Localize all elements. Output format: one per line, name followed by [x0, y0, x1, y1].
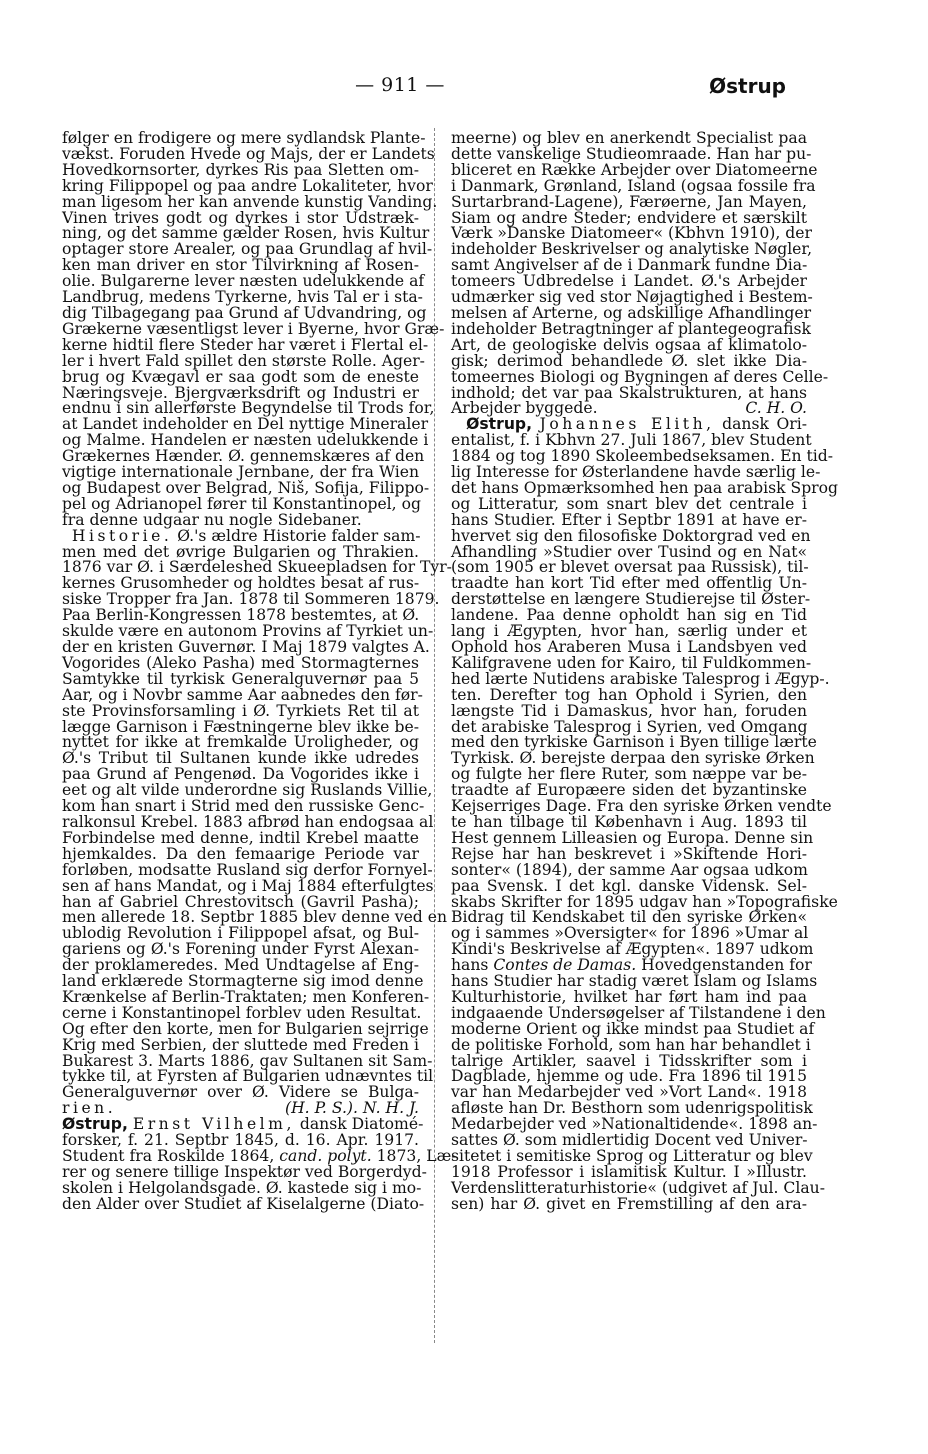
text-line: meerne) og blev en anerkendt Specialist paa: [451, 129, 807, 147]
text-line: Grækernes Hænder. Ø. gennemskæres af den: [62, 447, 425, 466]
text-line: paa Grund af Pengenød. Da Vogorides ikke i: [62, 765, 419, 784]
text-line: Hovedkornsorter, dyrkes Ris paa Sletten om-: [62, 160, 419, 179]
text-line: lang i Ægypten, hvor han, særlig under et: [451, 622, 807, 641]
text-line: tykke til, at Fyrsten af Bulgarien udnævntes til: [62, 1067, 434, 1086]
text-line: Vinen trives godt og dyrkes i stor Udstræk-: [62, 208, 419, 227]
text-line: Ø.'s Tribut til Sultanen kunde ikke udredes: [62, 749, 419, 768]
text-line: Dagblade, hjemme og ude. Fra 1896 til 1915: [451, 1067, 807, 1086]
text-line: og Budapest over Belgrad, Niš, Sofija, Filippo-: [62, 478, 430, 497]
entry-ernst-line3-italic: cand. polyt.: [279, 1147, 372, 1165]
right-column: [451, 129, 838, 1213]
text-line: udmærker sig ved stor Nøjagtighed i Bestem-: [451, 288, 813, 307]
text-line: hed lærte Nutidens arabiske Talesprog i Ægyp-.: [451, 669, 830, 688]
text-line: 1876 var Ø. i Særdeleshed Skueepladsen for Tyr-: [62, 558, 452, 577]
text-line: olie. Bulgarerne lever næsten udelukkende af: [62, 272, 425, 291]
text-line: bliceret en Række Arbejder over Diatomeerne: [451, 160, 818, 179]
text-line: kring Filippopel og paa andre Lokaliteter, hvor: [62, 176, 433, 195]
entry-johannes-name: Johannes Elith,: [539, 415, 715, 434]
entry-ernst-lines: [62, 1162, 427, 1213]
history-last: rien.: [62, 1099, 117, 1118]
text-line: dig Tilbagegang paa Grund af Udvandring, og: [62, 303, 427, 322]
text-line: Og efter den korte, men for Bulgarien sejrrige: [62, 1019, 429, 1038]
history-signature: (H. P. S.). N. H. J.: [285, 1099, 419, 1118]
text-line: te han tilbage til København i Aug. 1893 til: [451, 812, 807, 831]
text-line: Værk »Danske Diatomeer« (Kbhvn 1910), der: [451, 224, 812, 243]
hans-a: hans: [451, 956, 489, 975]
text-line: hans Studier. Efter i Septbr 1891 at have er-: [451, 510, 807, 529]
text-line: skulde være en autonom Provins af Tyrkiet un-: [62, 622, 434, 641]
text-line: ublodig Revolution i Filippopel afsat, og Bul-: [62, 924, 419, 943]
text-line: han af Gabriel Chrestovitsch (Gavril Pasha);: [62, 892, 419, 911]
text-line: Kulturhistorie, hvilket har ført ham ind paa: [451, 987, 807, 1006]
text-line: Kindi's Beskrivelse af Ægypten«. 1897 udkom: [451, 940, 814, 959]
text-line: at Landet indeholder en Del nyttige Mineraler: [62, 415, 429, 434]
text-line: paa Svensk. I det kgl. danske Vidensk. Sel-: [451, 876, 807, 895]
text-line: ler i hvert Fald spillet den største Rolle. Ager-: [62, 351, 425, 370]
text-line: optager store Arealer, og paa Grundlag af hvil-: [62, 240, 433, 259]
text-line: gisk; derimod behandlede Ø. slet ikke Dia-: [451, 351, 807, 370]
text-line: kom han snart i Strid med den russiske Genc-: [62, 797, 425, 816]
text-line: sitetet i semitiske Sprog og Litteratur og blev: [451, 1147, 813, 1165]
text-line: og Malme. Handelen er næsten udelukkende i: [62, 431, 429, 450]
text-line: traadte af Europæere siden det byzantinske: [451, 781, 807, 800]
text-line: med den tyrkiske Garnison i Byen tillige lærte: [451, 733, 817, 752]
text-line: cerne i Konstantinopel forblev uden Resultat.: [62, 1003, 422, 1022]
text-line: Forbindelse med denne, indtil Krebel maatte: [62, 828, 419, 847]
text-line: moderne Orient og ikke mindst paa Studiet af: [451, 1019, 815, 1038]
text-line: 1884 og tog 1890 Skoleembedseksamen. En tid-: [451, 447, 833, 466]
text-line: længste Tid i Damaskus, hvor han, foruden: [451, 701, 807, 720]
text-line: Verdenslitteraturhistorie« (udgivet af Jul. Clau-: [451, 1178, 825, 1197]
text-line: traadte han kort Tid efter med offentlig Un-: [451, 574, 807, 593]
entry-johannes-headword: Østrup,: [466, 415, 533, 434]
text-line: lig Interesse for Østerlandene havde særlig le-: [451, 463, 821, 482]
text-line: hjemkaldes. Da den femaarige Periode var: [62, 844, 419, 863]
left-column: [62, 129, 457, 1213]
text-line: skolen i Helgolandsgade. Ø. kastede sig i mo-: [62, 1178, 422, 1197]
text-line: Art, de geologiske delvis ogsaa af klimatolo-: [451, 335, 807, 354]
entry-ernst-line2: forsker, f. 21. Septbr 1845, d. 16. Apr. 1917.: [62, 1131, 419, 1150]
text-line: men allerede 18. Septbr 1885 blev denne ved en: [62, 908, 448, 927]
text-line: (som 1905 er blevet oversat paa Russisk), til-: [451, 558, 809, 577]
text-line: ken man driver en stor Tilvirkning af Rosen-: [62, 256, 419, 275]
text-line: endnu i sin allerførste Begyndelse til Trods for,: [62, 399, 435, 418]
right-last-a-text: Arbejder byggede.: [451, 399, 598, 418]
text-line: vigtige internationale Jernbane, der fra Wien: [62, 463, 419, 482]
text-line: sonter« (1894), der samme Aar ogsaa udkom: [451, 860, 808, 879]
history-first-rest: Ø.'s ældre Historie falder sam-: [177, 526, 421, 545]
right-continuation-lines: [451, 129, 829, 402]
text-line: Siam og andre Steder; endvidere et særskilt: [451, 208, 807, 227]
text-line: det hans Opmærksomhed hen paa arabisk Sprog: [451, 478, 838, 497]
text-line: sattes Ø. som midlertidig Docent ved Univer-: [451, 1131, 808, 1150]
text-line: man ligesom her kan anvende kunstig Vanding.: [62, 192, 438, 211]
text-line: rer og senere tillige Inspektør ved Borgerdyd-: [62, 1162, 427, 1181]
text-line: ning, og det samme gælder Rosen, hvis Kultur: [62, 224, 430, 243]
right-signature-a: C. H. O.: [745, 399, 807, 418]
text-line: entalist, f. i Kbhvn 27. Juli 1867, blev Student: [451, 431, 812, 450]
entry-johannes-lines: [451, 431, 838, 959]
text-line: tomeernes Biologi og Bygningen af deres Celle-: [451, 367, 829, 386]
text-line: derstøttelse en længere Studierejse til Øster-: [451, 590, 811, 609]
text-line: Vogorides (Aleko Pasha) med Stormagternes: [62, 653, 419, 672]
text-line: var han Medarbejder ved »Vort Land«. 1918: [451, 1083, 807, 1102]
history-label: Historie.: [71, 526, 173, 545]
text-line: det arabiske Talesprog i Syrien, ved Omgang: [451, 717, 808, 736]
entry-ernst-name: Ernst Vilhelm,: [132, 1115, 295, 1134]
text-line: Afhandling »Studier over Tusind og en Nat«: [451, 542, 807, 561]
entry-ernst-line3-b: 1873, Læ-: [376, 1147, 457, 1165]
text-line: Ophold hos Araberen Musa i Landsbyen ved: [451, 638, 807, 656]
text-line: Rejse har han beskrevet i »Skiftende Hori-: [451, 844, 807, 863]
text-line: de politiske Forhold, som han har behandlet i: [451, 1035, 811, 1054]
text-line: melsen af Arterne, og adskillige Afhandlinger: [451, 303, 812, 322]
text-line: Bidrag til Kendskabet til den syriske Ørken«: [451, 908, 807, 927]
text-line: land erklærede Stormagterne sig imod denne: [62, 972, 424, 991]
text-line: ten. Derefter tog han Ophold i Syrien, den: [451, 685, 807, 704]
text-line: Surtarbrand-Lagene), Færøerne, Jan Mayen,: [451, 192, 807, 211]
text-line: hvervet sig den filosofiske Doktorgrad ved en: [451, 526, 811, 545]
running-head: Østrup: [709, 74, 786, 98]
text-line: talrige Artikler, saavel i Tidsskrifter som i: [451, 1051, 807, 1070]
text-line: og i sammes »Oversigter« for 1896 »Umar al: [451, 924, 809, 943]
text-line: og Litteratur, som snart blev det centrale i: [451, 494, 807, 513]
text-line: men med det øvrige Bulgarien og Thrakien.: [62, 542, 419, 561]
text-line: ste Provinsforsamling i Ø. Tyrkiets Ret til at: [62, 701, 419, 720]
text-line: brug og Kvægavl er saa godt som de eneste: [62, 367, 419, 386]
text-line: fra denne udgaar nu nogle Sidebaner.: [62, 510, 362, 529]
text-line: ralkonsul Krebel. 1883 afbrød han endogsaa al: [62, 812, 434, 831]
hans-b: Hovedgenstanden for: [641, 956, 812, 975]
entry-ernst-first-rest: dansk Diatomé-: [299, 1115, 424, 1134]
text-line: sen af hans Mandat, og i Maj 1884 efterfulgtes: [62, 876, 434, 895]
text-line: den Alder over Studiet af Kiselalgerne (Diato-: [62, 1194, 425, 1213]
text-line: Hest gennem Lilleasien og Europa. Denne sin: [451, 828, 814, 847]
text-line: landene. Paa denne opholdt han sig en Tid: [451, 606, 807, 625]
text-line: Bukarest 3. Marts 1886, gav Sultanen sit Sam-: [62, 1051, 433, 1070]
text-line: Grækerne væsentligst lever i Byerne, hvor Græ-: [62, 319, 445, 338]
text-line: Paa Berlin-Kongressen 1878 bestemtes, at Ø.: [62, 606, 420, 625]
text-line: der proklameredes. Med Undtagelse af Eng-: [62, 956, 419, 975]
text-line: i Danmark, Grønland, Island (ogsaa fossile fra: [451, 176, 816, 195]
text-line: hans Studier har stadig været Islam og Islams: [451, 972, 818, 991]
page-number: — 911 —: [355, 74, 445, 96]
text-line: Landbrug, medens Tyrkerne, hvis Tal er i sta-: [62, 288, 423, 307]
text-line: samt Angivelser af de i Danmark fundne Dia-: [451, 256, 808, 275]
text-line: Tyrkisk. Ø. berejste derpaa den syriske Ørken: [451, 749, 815, 768]
text-line: indeholder Beskrivelser og analytiske Nøgler,: [451, 240, 813, 259]
text-line: siske Tropper fra Jan. 1878 til Sommeren 1879.: [62, 590, 440, 609]
text-line: kerne hidtil flere Steder har været i Flertal el-: [62, 335, 429, 354]
text-line: vækst. Foruden Hvede og Majs, der er Landets: [62, 144, 435, 163]
text-line: Krig med Serbien, der sluttede med Freden i: [62, 1035, 419, 1054]
text-line: dette vanskelige Studieomraade. Han har pu-: [451, 144, 812, 163]
text-line: indgaaende Undersøgelser af Tilstandene i den: [451, 1003, 826, 1022]
text-line: tomeers Udbredelse i Landet. Ø.'s Arbejder: [451, 272, 807, 291]
text-line: Krænkelse af Berlin-Traktaten; men Konferen-: [62, 987, 430, 1006]
text-line: kernes Grusomheder og holdtes besat af rus-: [62, 574, 420, 593]
text-line: følger en frodigere og mere sydlandsk Plante-: [62, 129, 426, 147]
left-intro-lines: [62, 129, 445, 529]
text-line: forløben, modsatte Rusland sig derfor Fornyel-: [62, 860, 433, 879]
text-line: indeholder Betragtninger af plantegeografisk: [451, 319, 811, 338]
text-line: indhold; det var paa Skalstrukturen, at hans: [451, 383, 807, 402]
text-line: sen) har Ø. givet en Fremstilling af den ara-: [451, 1194, 807, 1213]
entry-ernst-headword: Østrup,: [62, 1115, 128, 1134]
text-line: og fulgte her flere Ruter, som næppe var be-: [451, 765, 807, 784]
history-lines: [62, 542, 452, 1102]
text-line: eet og alt vilde underordne sig Ruslands Villie,: [62, 781, 433, 800]
text-line: lægge Garnison i Fæstningerne blev ikke be-: [62, 717, 419, 736]
text-line: Aar, og i Novbr samme Aar aabnedes den før-: [62, 685, 423, 704]
text-line: Kejserriges Dage. Fra den syriske Ørken vendte: [451, 797, 832, 816]
hans-italic: Contes de Damas.: [493, 956, 637, 975]
text-line: Næringsveje. Bjergværksdrift og Industri er: [62, 383, 419, 402]
entry-johannes-lines-end: [451, 972, 826, 1213]
entry-johannes-first-rest: dansk Ori-: [722, 415, 807, 434]
text-line: Medarbejder ved »Nationaltidende«. 1898 an-: [451, 1115, 818, 1134]
text-line: nyttet for ikke at fremkalde Uroligheder, og: [62, 733, 419, 752]
text-line: pel og Adrianopel fører til Konstantinopel, og: [62, 494, 421, 513]
text-line: der en kristen Guvernør. I Maj 1879 valgtes A.: [62, 638, 430, 656]
text-line: Kalifgravene uden for Kairo, til Fuldkommen-: [451, 653, 812, 672]
text-line: Generalguvernør over Ø. Videre se Bulga-: [62, 1083, 419, 1102]
text-line: skabs Skrifter for 1895 udgav han »Topografiske: [451, 892, 838, 911]
entry-ernst-line3-a: Student fra Roskilde 1864,: [62, 1147, 275, 1165]
text-line: gariens og Ø.'s Forening under Fyrst Alexan-: [62, 940, 419, 959]
text-line: 1918 Professor i islamitisk Kultur. I »Illustr.: [451, 1162, 807, 1181]
text-line: Samtykke til tyrkisk Generalguvernør paa 5: [62, 669, 419, 688]
text-line: afløste han Dr. Besthorn som udenrigspolitisk: [451, 1099, 813, 1118]
